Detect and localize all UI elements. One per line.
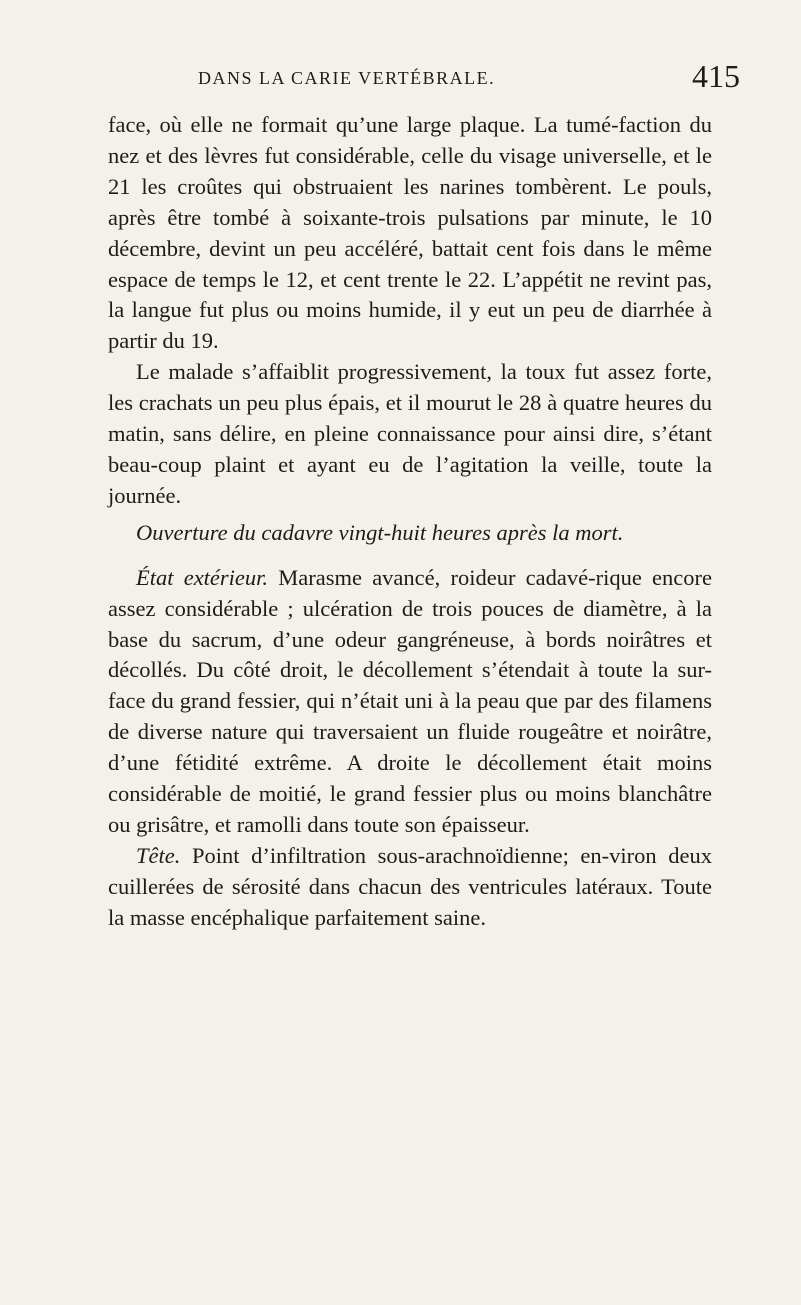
paragraph-3 [108, 563, 712, 841]
paragraph-4-lead: Tête. [136, 842, 181, 868]
running-title: DANS LA CARIE VERTÉBRALE. [198, 68, 496, 88]
paragraph-1: face, où elle ne formait qu’une large plaque. La tumé-faction du nez et des lèvres fut considérable, celle du visage universelle, et le 21 les croûtes qui obstruaient les narines tombèrent. Le pouls, après être tombé à soixante-trois pulsations par minute, le 10 décembre, devint un peu accéléré, battait cent fois dans le même espace de temps le 12, et cent trente le 22. L’appétit ne revint pas, la langue fut plus ou moins humide, il y eut un peu de diarrhée à partir du 19. [108, 112, 712, 354]
page-number: 415 [692, 58, 740, 94]
section-heading: Ouverture du cadavre vingt-huit heures après la mort. [136, 519, 624, 545]
paragraph-3-lead: État extérieur. [136, 564, 269, 590]
paragraph-4 [108, 841, 712, 934]
paragraph-4-text: Point d’infiltration sous-arachnoïdienne; en-viron deux cuillerées de sérosité dans chacun des ventricules latéraux. Toute la masse encéphalique parfaitement saine. [108, 842, 712, 930]
paragraph-2: Le malade s’affaiblit progressivement, la toux fut assez forte, les crachats un peu plus épais, et il mourut le 28 à quatre heures du matin, sans délire, en pleine connaissance pour ainsi dire, s’étant beau-coup plaint et ayant eu de l’agitation la veille, toute la journée. [108, 359, 712, 508]
paragraph-3-text: Marasme avancé, roideur cadavé-rique encore assez considérable ; ulcération de trois pouces de diamètre, à la base du sacrum, d’une odeur gangréneuse, à bords noirâtres et décollés. Du côté droit, le décollement s’étendait à toute la sur-face du grand fessier, qui n’était uni à la peau que par des filamens de diverse nature qui traversaient un fluide rougeâtre et noirâtre, d’une fétidité extrême. A droite le décollement était moins considérable de moitié, le grand fessier plus ou moins blanchâtre ou grisâtre, et ramolli dans toute son épaisseur. [108, 564, 712, 837]
running-head [150, 58, 740, 98]
body-text [108, 110, 712, 934]
